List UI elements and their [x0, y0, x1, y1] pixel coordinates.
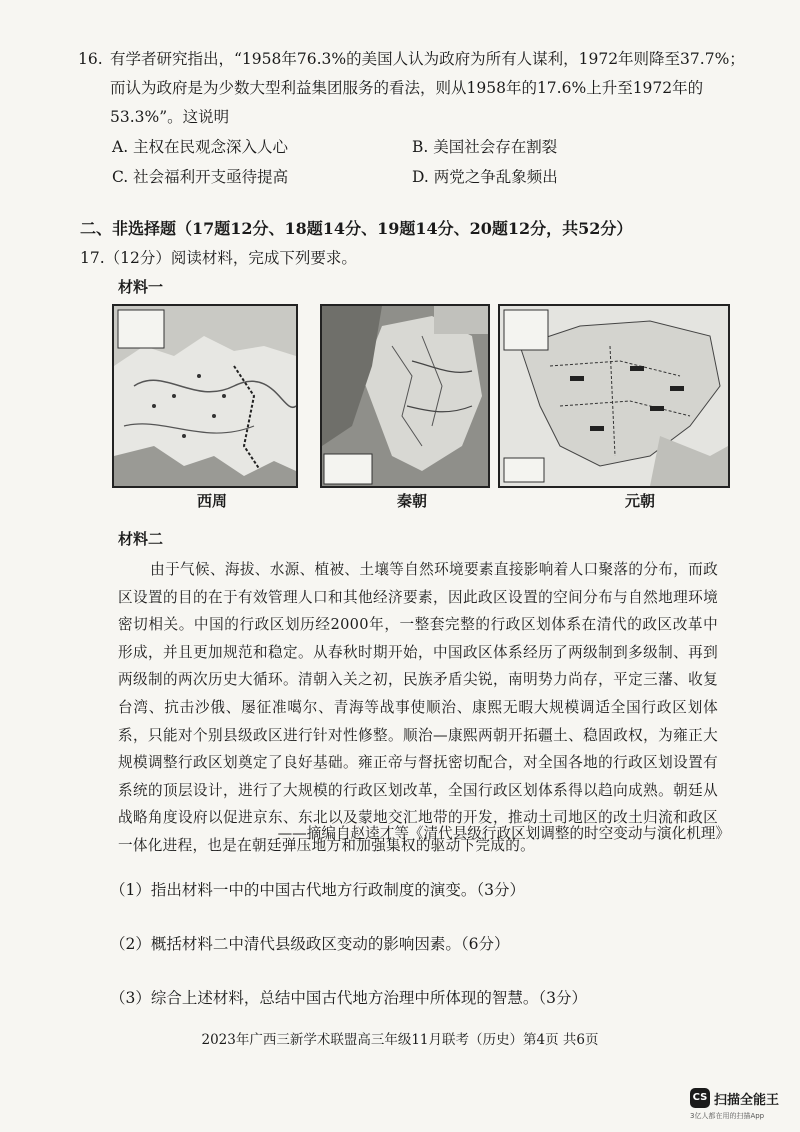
material-2-source: ——摘编自赵逵才等《清代县级行政区划调整的时空变动与演化机理》: [277, 825, 730, 842]
material-2-label: 材料二: [118, 530, 164, 548]
map-yuan: [498, 304, 730, 488]
section-2-heading: 二、非选择题（17题12分、18题14分、19题14分、20题12分，共52分）: [80, 219, 633, 238]
question-16-options: [112, 132, 712, 192]
historical-maps: [112, 304, 730, 490]
material-2-paragraph: [118, 556, 718, 860]
question-number: 16.: [78, 50, 103, 68]
map-yuan-image: [500, 306, 728, 486]
subquestion-3: （3）综合上述材料，总结中国古代地方治理中所体现的智慧。（3分）: [110, 989, 587, 1007]
caption-yuan: 元朝: [624, 492, 655, 510]
scanner-app-name: 扫描全能王: [714, 1093, 780, 1108]
scanner-watermark: [688, 1084, 798, 1124]
question-16-line-1: 有学者研究指出，“1958年76.3%的美国人认为政府为所有人谋利，1972年则降至37.7%；: [110, 50, 745, 68]
map-xizhou: [112, 304, 298, 488]
question-16-line-3: 53.3%”。这说明: [110, 108, 230, 126]
map-qin-image: [322, 306, 488, 486]
scanner-logo-icon: CS: [690, 1088, 710, 1108]
subquestion-1: （1）指出材料一中的中国古代地方行政制度的演变。（3分）: [110, 881, 525, 899]
option-d[interactable]: D. 两党之争乱象频出: [412, 168, 558, 186]
scanner-tagline: 3亿人都在用的扫描App: [690, 1112, 765, 1120]
option-b[interactable]: B. 美国社会存在割裂: [412, 138, 558, 156]
material-2-text: 由于气候、海拔、水源、植被、土壤等自然环境要素直接影响着人口聚落的分布，而政区设置的目的在于有效管理人口和其他经济要素，因此政区设置的空间分布与自然地理环境密切相关。中国的行政区划历经2000年，一整套完整的行政区划体系在清代的政区改革中形成，并且更加规范和稳定。从春秋时期开始，中国政区体系经历了两级制到多级制、再到两级制的两次历史大循环。清朝入关之初，民族矛盾尖锐，南明势力尚存，平定三藩、收复台湾、抗击沙俄、屡征准噶尔、青海等战事使顺治、康熙无暇大规模调适全国行政区划体系，只能对个别县级政区进行针对性修整。顺治—康熙两朝开拓疆土、稳固政权，为雍正大规模调整行政区划奠定了良好基础。雍正帝与督抚密切配合，对全国各地的行政区划设置有系统的顶层设计，进行了大规模的行政区划改革，全国行政区划体系得以趋向成熟。朝廷从战略角度设府以促进京东、东北以及蒙地交汇地带的开发，推动土司地区的改土归流和政区一体化进程，也是在朝廷弹压地方和加强集权的驱动下完成的。: [118, 561, 718, 854]
question-16-line-2: 而认为政府是为少数大型利益集团服务的看法，则从1958年的17.6%上升至1972年的: [110, 79, 704, 97]
option-a[interactable]: A. 主权在民观念深入人心: [112, 138, 289, 156]
option-c[interactable]: C. 社会福利开支亟待提高: [112, 168, 289, 186]
page-footer: 2023年广西三新学术联盟高三年级11月联考（历史）第4页 共6页: [201, 1032, 599, 1048]
question-16: [78, 45, 758, 132]
subquestion-2: （2）概括材料二中清代县级政区变动的影响因素。（6分）: [110, 935, 510, 953]
map-qin: [320, 304, 490, 488]
question-17-header: 17.（12分）阅读材料，完成下列要求。: [80, 249, 357, 267]
caption-xizhou: 西周: [196, 492, 227, 510]
map-xizhou-image: [114, 306, 296, 486]
material-1-label: 材料一: [118, 278, 164, 296]
caption-qin: 秦朝: [396, 492, 427, 510]
